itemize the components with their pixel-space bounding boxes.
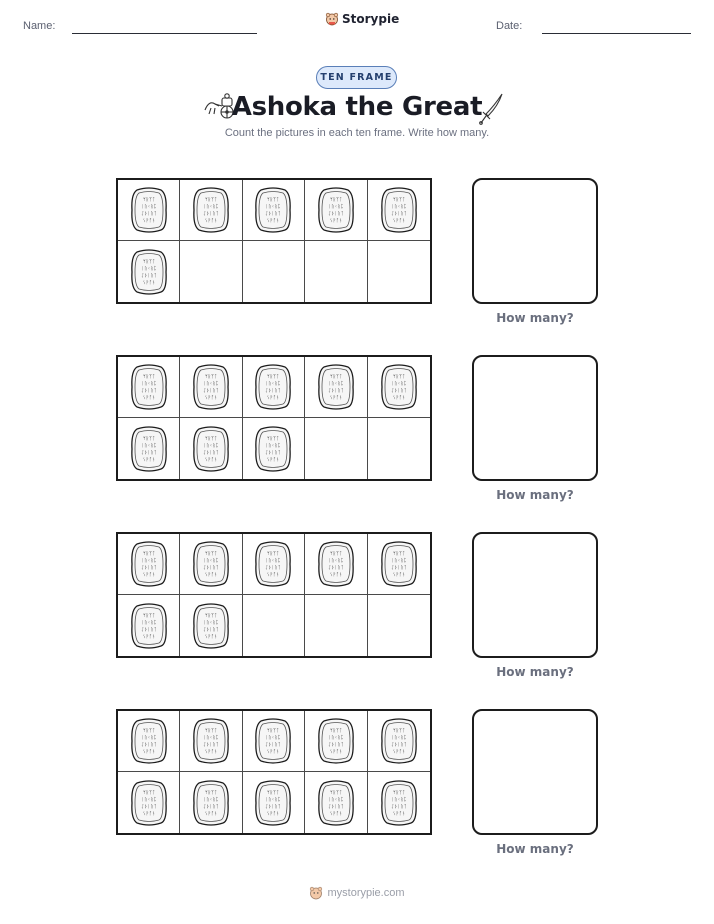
stone-edict-tablet-icon [129, 186, 169, 234]
svg-text:ᛘᚱᛉᛏ: ᛘᚱᛉᛏ [392, 374, 406, 380]
storypie-mascot-icon [309, 886, 323, 900]
svg-text:ᛊᚹᚪᚾ: ᛊᚹᚪᚾ [329, 395, 343, 401]
stone-edict-tablet-icon [191, 602, 231, 650]
stone-edict-tablet-icon [253, 425, 293, 473]
svg-text:ᛘᚱᛉᛏ: ᛘᚱᛉᛏ [204, 789, 218, 796]
svg-text:ᛘᚱᛉᛏ: ᛘᚱᛉᛏ [204, 612, 218, 619]
ten-frame-cell [305, 418, 367, 479]
svg-text:ᛁᚢᚲᚱᛈ: ᛁᚢᚲᚱᛈ [140, 558, 157, 564]
stone-edict-tablet-icon [379, 779, 419, 827]
svg-text:ᛇᚦᛁᚢᛏ: ᛇᚦᛁᚢᛏ [140, 742, 157, 748]
ten-frame-cell [368, 357, 430, 418]
stone-edict-tablet-icon [129, 717, 169, 765]
svg-text:ᛇᚦᛁᚢᛏ: ᛇᚦᛁᚢᛏ [265, 211, 282, 217]
svg-text:ᛁᚢᚲᚱᛈ: ᛁᚢᚲᚱᛈ [140, 735, 157, 741]
svg-text:ᛇᚦᛁᚢᛏ: ᛇᚦᛁᚢᛏ [203, 626, 219, 633]
ten-frame-cell [118, 241, 180, 302]
svg-text:ᛇᚦᛁᚢᛏ: ᛇᚦᛁᚢᛏ [328, 565, 344, 571]
ten-frame-cell [243, 241, 305, 302]
stone-edict-tablet-icon [316, 540, 356, 588]
svg-text:ᛁᚢᚲᚱᛈ: ᛁᚢᚲᚱᛈ [328, 796, 344, 803]
ten-frame-cell [305, 772, 367, 833]
svg-text:ᛁᚢᚲᚱᛈ: ᛁᚢᚲᚱᛈ [203, 735, 219, 741]
svg-text:ᛘᚱᛉᛏ: ᛘᚱᛉᛏ [142, 435, 155, 442]
svg-text:ᛁᚢᚲᚱᛈ: ᛁᚢᚲᚱᛈ [265, 381, 282, 387]
svg-text:ᛘᚱᛉᛏ: ᛘᚱᛉᛏ [267, 197, 280, 203]
svg-text:ᛊᚹᚪᚾ: ᛊᚹᚪᚾ [329, 810, 343, 817]
stone-edict-tablet-icon [129, 425, 169, 473]
svg-text:ᛘᚱᛉᛏ: ᛘᚱᛉᛏ [267, 789, 280, 796]
svg-text:ᛘᚱᛉᛏ: ᛘᚱᛉᛏ [142, 789, 155, 796]
brand-logo [325, 12, 399, 26]
svg-text:ᛊᚹᚪᚾ: ᛊᚹᚪᚾ [204, 456, 218, 463]
svg-text:ᛊᚹᚪᚾ: ᛊᚹᚪᚾ [204, 572, 218, 578]
svg-text:ᛇᚦᛁᚢᛏ: ᛇᚦᛁᚢᛏ [203, 388, 219, 394]
svg-text:ᛁᚢᚲᚱᛈ: ᛁᚢᚲᚱᛈ [140, 796, 157, 803]
svg-text:ᛘᚱᛉᛏ: ᛘᚱᛉᛏ [142, 612, 155, 619]
svg-text:ᛇᚦᛁᚢᛏ: ᛇᚦᛁᚢᛏ [203, 742, 219, 748]
how-many-label: How many? [496, 488, 574, 502]
svg-text:ᛘᚱᛉᛏ: ᛘᚱᛉᛏ [392, 197, 406, 203]
stone-edict-tablet-icon [129, 540, 169, 588]
svg-text:ᛇᚦᛁᚢᛏ: ᛇᚦᛁᚢᛏ [140, 388, 157, 394]
answer-box[interactable] [472, 709, 598, 835]
svg-text:ᛁᚢᚲᚱᛈ: ᛁᚢᚲᚱᛈ [203, 558, 219, 564]
ten-frame [116, 709, 432, 835]
ten-frame-cell [368, 418, 430, 479]
ten-frame [116, 178, 432, 304]
svg-text:ᛊᚹᚪᚾ: ᛊᚹᚪᚾ [142, 395, 155, 401]
ten-frame [116, 532, 432, 658]
how-many-label: How many? [496, 665, 574, 679]
svg-text:ᛁᚢᚲᚱᛈ: ᛁᚢᚲᚱᛈ [391, 204, 407, 210]
ten-frame-cell [180, 418, 242, 479]
svg-text:ᛇᚦᛁᚢᛏ: ᛇᚦᛁᚢᛏ [391, 211, 407, 217]
stone-edict-tablet-icon [316, 186, 356, 234]
svg-text:ᛇᚦᛁᚢᛏ: ᛇᚦᛁᚢᛏ [265, 803, 282, 810]
stone-edict-tablet-icon [316, 717, 356, 765]
name-field[interactable] [72, 33, 257, 34]
svg-text:ᛇᚦᛁᚢᛏ: ᛇᚦᛁᚢᛏ [203, 211, 219, 217]
ten-frame-cell [368, 241, 430, 302]
svg-text:ᛘᚱᛉᛏ: ᛘᚱᛉᛏ [142, 728, 155, 734]
stone-edict-tablet-icon [129, 602, 169, 650]
ten-frame-cell [118, 357, 180, 418]
svg-text:ᛇᚦᛁᚢᛏ: ᛇᚦᛁᚢᛏ [203, 565, 219, 571]
answer-box[interactable] [472, 178, 598, 304]
ten-frame-cell [118, 180, 180, 241]
ten-frame-cell [243, 534, 305, 595]
svg-text:ᛁᚢᚲᚱᛈ: ᛁᚢᚲᚱᛈ [328, 204, 344, 210]
stone-edict-tablet-icon [253, 717, 293, 765]
svg-text:ᛊᚹᚪᚾ: ᛊᚹᚪᚾ [142, 810, 155, 817]
ten-frame-cell [243, 595, 305, 656]
ten-frame-cell [368, 534, 430, 595]
stone-edict-tablet-icon [316, 779, 356, 827]
stone-edict-tablet-icon [191, 363, 231, 411]
storypie-mascot-icon [325, 12, 339, 26]
ten-frame-cell [305, 711, 367, 772]
ten-frame-cell [180, 595, 242, 656]
svg-text:ᛊᚹᚪᚾ: ᛊᚹᚪᚾ [204, 633, 218, 640]
svg-text:ᛘᚱᛉᛏ: ᛘᚱᛉᛏ [204, 435, 218, 442]
svg-text:ᛁᚢᚲᚱᛈ: ᛁᚢᚲᚱᛈ [328, 558, 344, 564]
ten-frame-cell [368, 711, 430, 772]
brand-name: Storypie [342, 12, 400, 26]
svg-text:ᛘᚱᛉᛏ: ᛘᚱᛉᛏ [204, 728, 218, 734]
how-many-label: How many? [496, 842, 574, 856]
ten-frame-cell [118, 534, 180, 595]
stone-edict-tablet-icon [191, 779, 231, 827]
svg-text:ᛇᚦᛁᚢᛏ: ᛇᚦᛁᚢᛏ [328, 742, 344, 748]
ten-frame-cell [368, 180, 430, 241]
stone-edict-tablet-icon [191, 186, 231, 234]
svg-text:ᛘᚱᛉᛏ: ᛘᚱᛉᛏ [329, 197, 343, 203]
answer-box[interactable] [472, 532, 598, 658]
svg-text:ᛁᚢᚲᚱᛈ: ᛁᚢᚲᚱᛈ [203, 381, 219, 387]
worksheet-title: Ashoka the Great [231, 92, 483, 122]
sword-icon [478, 92, 506, 126]
svg-text:ᛘᚱᛉᛏ: ᛘᚱᛉᛏ [329, 551, 343, 557]
svg-text:ᛘᚱᛉᛏ: ᛘᚱᛉᛏ [267, 728, 280, 734]
svg-text:ᛁᚢᚲᚱᛈ: ᛁᚢᚲᚱᛈ [203, 442, 219, 449]
ten-frame-cell [368, 772, 430, 833]
svg-text:ᛁᚢᚲᚱᛈ: ᛁᚢᚲᚱᛈ [391, 735, 407, 741]
ten-frame-cell [368, 595, 430, 656]
stone-edict-tablet-icon [129, 779, 169, 827]
svg-text:ᛊᚹᚪᚾ: ᛊᚹᚪᚾ [267, 456, 280, 463]
svg-text:ᛇᚦᛁᚢᛏ: ᛇᚦᛁᚢᛏ [391, 565, 407, 571]
svg-text:ᛊᚹᚪᚾ: ᛊᚹᚪᚾ [142, 456, 155, 463]
svg-text:ᛘᚱᛉᛏ: ᛘᚱᛉᛏ [329, 728, 343, 734]
svg-text:ᛁᚢᚲᚱᛈ: ᛁᚢᚲᚱᛈ [328, 735, 344, 741]
answer-box[interactable] [472, 355, 598, 481]
svg-text:ᛇᚦᛁᚢᛏ: ᛇᚦᛁᚢᛏ [140, 272, 157, 279]
svg-text:ᛊᚹᚪᚾ: ᛊᚹᚪᚾ [204, 218, 218, 224]
svg-text:ᛘᚱᛉᛏ: ᛘᚱᛉᛏ [329, 374, 343, 380]
svg-text:ᛊᚹᚪᚾ: ᛊᚹᚪᚾ [267, 395, 280, 401]
svg-text:ᛇᚦᛁᚢᛏ: ᛇᚦᛁᚢᛏ [391, 388, 407, 394]
ten-frame-cell [180, 241, 242, 302]
svg-text:ᛘᚱᛉᛏ: ᛘᚱᛉᛏ [204, 551, 218, 557]
stone-edict-tablet-icon [379, 363, 419, 411]
svg-text:ᛘᚱᛉᛏ: ᛘᚱᛉᛏ [329, 789, 343, 796]
stone-edict-tablet-icon [129, 363, 169, 411]
svg-text:ᛇᚦᛁᚢᛏ: ᛇᚦᛁᚢᛏ [391, 742, 407, 748]
ten-frame-cell [305, 595, 367, 656]
date-field[interactable] [542, 33, 691, 34]
svg-text:ᛊᚹᚪᚾ: ᛊᚹᚪᚾ [267, 810, 280, 817]
ten-frame-cell [118, 772, 180, 833]
svg-text:ᛊᚹᚪᚾ: ᛊᚹᚪᚾ [267, 218, 280, 224]
svg-text:ᛁᚢᚲᚱᛈ: ᛁᚢᚲᚱᛈ [265, 796, 282, 803]
svg-text:ᛁᚢᚲᚱᛈ: ᛁᚢᚲᚱᛈ [140, 381, 157, 387]
svg-text:ᛘᚱᛉᛏ: ᛘᚱᛉᛏ [392, 551, 406, 557]
ten-frame-cell [243, 772, 305, 833]
svg-text:ᛁᚢᚲᚱᛈ: ᛁᚢᚲᚱᛈ [265, 442, 282, 449]
svg-text:ᛊᚹᚪᚾ: ᛊᚹᚪᚾ [142, 279, 155, 286]
svg-text:ᛇᚦᛁᚢᛏ: ᛇᚦᛁᚢᛏ [265, 742, 282, 748]
stone-edict-tablet-icon [253, 779, 293, 827]
svg-text:ᛇᚦᛁᚢᛏ: ᛇᚦᛁᚢᛏ [265, 388, 282, 394]
instructions: Count the pictures in each ten frame. Write how many. [224, 127, 490, 139]
stone-edict-tablet-icon [379, 540, 419, 588]
stone-edict-tablet-icon [379, 717, 419, 765]
stone-edict-tablet-icon [253, 363, 293, 411]
svg-text:ᛘᚱᛉᛏ: ᛘᚱᛉᛏ [267, 435, 280, 442]
svg-text:ᛘᚱᛉᛏ: ᛘᚱᛉᛏ [392, 728, 406, 734]
svg-text:ᛘᚱᛉᛏ: ᛘᚱᛉᛏ [142, 258, 155, 265]
stone-edict-tablet-icon [316, 363, 356, 411]
svg-text:ᛁᚢᚲᚱᛈ: ᛁᚢᚲᚱᛈ [203, 796, 219, 803]
svg-text:ᛊᚹᚪᚾ: ᛊᚹᚪᚾ [392, 395, 406, 401]
stone-edict-tablet-icon [191, 425, 231, 473]
svg-text:ᛁᚢᚲᚱᛈ: ᛁᚢᚲᚱᛈ [203, 619, 219, 626]
svg-text:ᛇᚦᛁᚢᛏ: ᛇᚦᛁᚢᛏ [328, 803, 344, 810]
svg-text:ᛘᚱᛉᛏ: ᛘᚱᛉᛏ [267, 551, 280, 557]
svg-text:ᛁᚢᚲᚱᛈ: ᛁᚢᚲᚱᛈ [265, 735, 282, 741]
svg-text:ᛇᚦᛁᚢᛏ: ᛇᚦᛁᚢᛏ [203, 803, 219, 810]
svg-text:ᛊᚹᚪᚾ: ᛊᚹᚪᚾ [392, 810, 406, 817]
svg-text:ᛊᚹᚪᚾ: ᛊᚹᚪᚾ [329, 572, 343, 578]
name-label: Name: [23, 20, 56, 32]
svg-text:ᛊᚹᚪᚾ: ᛊᚹᚪᚾ [204, 749, 218, 755]
svg-text:ᛘᚱᛉᛏ: ᛘᚱᛉᛏ [392, 789, 406, 796]
svg-text:ᛊᚹᚪᚾ: ᛊᚹᚪᚾ [142, 572, 155, 578]
stone-edict-tablet-icon [129, 248, 169, 296]
svg-text:ᛇᚦᛁᚢᛏ: ᛇᚦᛁᚢᛏ [328, 388, 344, 394]
svg-text:ᛁᚢᚲᚱᛈ: ᛁᚢᚲᚱᛈ [265, 204, 282, 210]
stone-edict-tablet-icon [191, 717, 231, 765]
svg-text:ᛇᚦᛁᚢᛏ: ᛇᚦᛁᚢᛏ [140, 565, 157, 571]
svg-text:ᛁᚢᚲᚱᛈ: ᛁᚢᚲᚱᛈ [140, 619, 157, 626]
stone-edict-tablet-icon [191, 540, 231, 588]
svg-text:ᛇᚦᛁᚢᛏ: ᛇᚦᛁᚢᛏ [265, 565, 282, 571]
svg-text:ᛘᚱᛉᛏ: ᛘᚱᛉᛏ [204, 197, 218, 203]
worksheet-type-badge: TEN FRAME [316, 66, 397, 89]
svg-text:ᛇᚦᛁᚢᛏ: ᛇᚦᛁᚢᛏ [391, 803, 407, 810]
ten-frame-cell [180, 180, 242, 241]
ten-frame-cell [305, 180, 367, 241]
svg-text:ᛘᚱᛉᛏ: ᛘᚱᛉᛏ [142, 374, 155, 380]
ten-frame-cell [243, 180, 305, 241]
ten-frame-cell [118, 711, 180, 772]
svg-text:ᛁᚢᚲᚱᛈ: ᛁᚢᚲᚱᛈ [265, 558, 282, 564]
svg-text:ᛁᚢᚲᚱᛈ: ᛁᚢᚲᚱᛈ [328, 381, 344, 387]
svg-text:ᛇᚦᛁᚢᛏ: ᛇᚦᛁᚢᛏ [140, 449, 157, 456]
svg-text:ᛇᚦᛁᚢᛏ: ᛇᚦᛁᚢᛏ [140, 211, 157, 217]
ten-frame-cell [180, 711, 242, 772]
svg-text:ᛊᚹᚪᚾ: ᛊᚹᚪᚾ [204, 395, 218, 401]
svg-text:ᛁᚢᚲᚱᛈ: ᛁᚢᚲᚱᛈ [391, 381, 407, 387]
date-label: Date: [496, 20, 523, 32]
svg-text:ᛊᚹᚪᚾ: ᛊᚹᚪᚾ [267, 572, 280, 578]
svg-text:ᛘᚱᛉᛏ: ᛘᚱᛉᛏ [142, 197, 155, 203]
footer [0, 886, 714, 900]
ten-frame [116, 355, 432, 481]
footer-url[interactable]: mystorypie.com [327, 887, 405, 899]
ten-frame-cell [305, 534, 367, 595]
svg-text:ᛘᚱᛉᛏ: ᛘᚱᛉᛏ [142, 551, 155, 557]
ten-frame-cell [305, 357, 367, 418]
stone-edict-tablet-icon [253, 540, 293, 588]
svg-text:ᛇᚦᛁᚢᛏ: ᛇᚦᛁᚢᛏ [140, 803, 157, 810]
how-many-label: How many? [496, 311, 574, 325]
svg-text:ᛘᚱᛉᛏ: ᛘᚱᛉᛏ [204, 374, 218, 380]
svg-text:ᛁᚢᚲᚱᛈ: ᛁᚢᚲᚱᛈ [203, 204, 219, 210]
svg-text:ᛇᚦᛁᚢᛏ: ᛇᚦᛁᚢᛏ [140, 626, 157, 633]
ten-frame-cell [180, 534, 242, 595]
svg-text:ᛇᚦᛁᚢᛏ: ᛇᚦᛁᚢᛏ [328, 211, 344, 217]
svg-text:ᛊᚹᚪᚾ: ᛊᚹᚪᚾ [392, 749, 406, 755]
svg-text:ᛁᚢᚲᚱᛈ: ᛁᚢᚲᚱᛈ [391, 796, 407, 803]
svg-text:ᛁᚢᚲᚱᛈ: ᛁᚢᚲᚱᛈ [140, 265, 157, 272]
svg-text:ᛊᚹᚪᚾ: ᛊᚹᚪᚾ [267, 749, 280, 755]
stone-edict-tablet-icon [253, 186, 293, 234]
ten-frame-cell [243, 418, 305, 479]
ten-frame-cell [305, 241, 367, 302]
stone-edict-tablet-icon [379, 186, 419, 234]
svg-text:ᛇᚦᛁᚢᛏ: ᛇᚦᛁᚢᛏ [203, 449, 219, 456]
svg-text:ᛁᚢᚲᚱᛈ: ᛁᚢᚲᚱᛈ [391, 558, 407, 564]
svg-text:ᛊᚹᚪᚾ: ᛊᚹᚪᚾ [204, 810, 218, 817]
svg-text:ᛊᚹᚪᚾ: ᛊᚹᚪᚾ [329, 218, 343, 224]
svg-text:ᛊᚹᚪᚾ: ᛊᚹᚪᚾ [142, 218, 155, 224]
svg-text:ᛊᚹᚪᚾ: ᛊᚹᚪᚾ [392, 218, 406, 224]
svg-text:ᛊᚹᚪᚾ: ᛊᚹᚪᚾ [142, 749, 155, 755]
ten-frame-cell [180, 772, 242, 833]
ten-frame-cell [118, 595, 180, 656]
svg-text:ᛘᚱᛉᛏ: ᛘᚱᛉᛏ [267, 374, 280, 380]
svg-text:ᛇᚦᛁᚢᛏ: ᛇᚦᛁᚢᛏ [265, 449, 282, 456]
svg-text:ᛊᚹᚪᚾ: ᛊᚹᚪᚾ [142, 633, 155, 640]
ten-frame-cell [180, 357, 242, 418]
ten-frame-cell [118, 418, 180, 479]
svg-text:ᛁᚢᚲᚱᛈ: ᛁᚢᚲᚱᛈ [140, 442, 157, 449]
ten-frame-cell [243, 711, 305, 772]
svg-text:ᛊᚹᚪᚾ: ᛊᚹᚪᚾ [392, 572, 406, 578]
ten-frame-cell [243, 357, 305, 418]
svg-text:ᛊᚹᚪᚾ: ᛊᚹᚪᚾ [329, 749, 343, 755]
svg-text:ᛁᚢᚲᚱᛈ: ᛁᚢᚲᚱᛈ [140, 204, 157, 210]
